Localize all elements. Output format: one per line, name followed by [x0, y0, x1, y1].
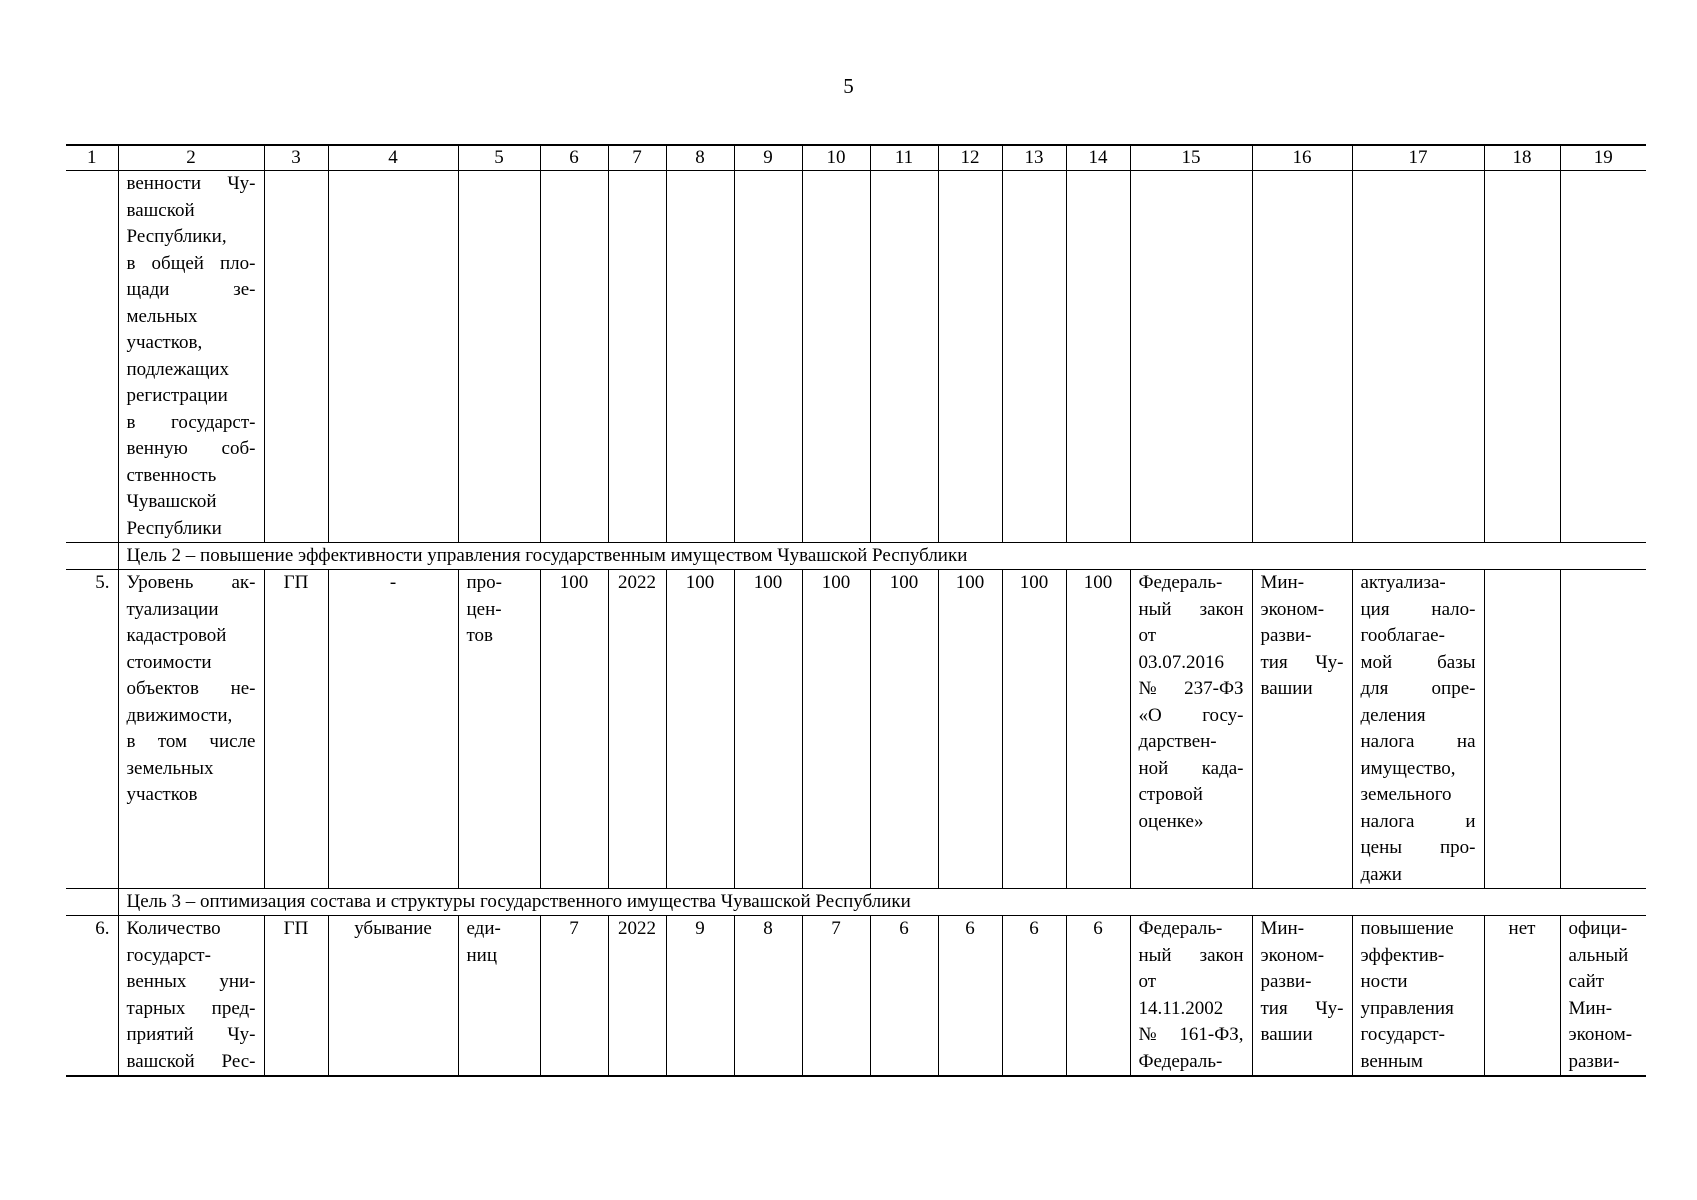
cell-line: Федераль- [1138, 918, 1223, 939]
cell-line: № 161-ФЗ, [1138, 1024, 1244, 1045]
cell-empty [1484, 171, 1560, 543]
cell-base-year: 2022 [608, 570, 666, 889]
cell-value: 6 [870, 916, 938, 1077]
cell-line: от [1138, 971, 1157, 992]
cell-empty [1352, 171, 1484, 543]
cell-line: участков [126, 784, 198, 805]
cell-responsible [1252, 916, 1352, 1077]
cell-line: вашской [126, 199, 195, 221]
cell-num [66, 889, 118, 916]
cell-line: кадастровой [126, 625, 227, 646]
cell-line: венным [1360, 1050, 1423, 1072]
cell-line: земельного [1360, 784, 1452, 805]
cell-line: эконом- [1568, 1024, 1633, 1045]
cell-line: Республики [126, 517, 222, 539]
cell-empty [264, 171, 328, 543]
cell-line: участков, [126, 332, 203, 353]
cell-trend: - [328, 570, 458, 889]
cell-line: актуализа- [1360, 572, 1446, 593]
cell-line: ности [1360, 971, 1408, 992]
table-row-5 [66, 570, 1646, 889]
cell-empty [608, 171, 666, 543]
page-number: 5 [843, 74, 854, 98]
cell-value: 100 [666, 570, 734, 889]
col-number-3: 3 [264, 145, 328, 171]
cell-value: 6 [938, 916, 1002, 1077]
cell-line: налога на [1360, 731, 1476, 752]
cell-line: стоимости [126, 651, 212, 673]
cell-line: ственность [126, 464, 217, 486]
cell-line: от [1138, 625, 1157, 646]
cell-unit [458, 916, 540, 1077]
cell-line: гооблагае- [1360, 625, 1445, 646]
cell-line: Республики, [126, 226, 227, 247]
cell-num: 6. [66, 916, 118, 1077]
cell-line: деления [1360, 704, 1426, 726]
cell-line: Уровень ак- [126, 572, 256, 593]
cell-line: в государст- [126, 411, 256, 433]
goal-row-2 [66, 543, 1646, 570]
col-number-13: 13 [1002, 145, 1066, 171]
cell-value: 100 [1002, 570, 1066, 889]
cell-line: стровой [1138, 784, 1203, 805]
cell-num: 5. [66, 570, 118, 889]
cell-line: цены про- [1360, 837, 1476, 858]
cell-line: повышение [1360, 918, 1454, 939]
cell-line: офици- [1568, 918, 1628, 939]
col-number-8: 8 [666, 145, 734, 171]
cell-value: 7 [802, 916, 870, 1077]
cell-line: альный [1568, 944, 1629, 966]
cell-empty [458, 171, 540, 543]
indicators-table [66, 144, 1646, 1077]
cell-indicator-name [118, 570, 264, 889]
cell-line: ный закон [1138, 944, 1244, 966]
cell-base-value: 100 [540, 570, 608, 889]
cell-program-type: ГП [264, 570, 328, 889]
cell-line: государст- [1360, 1024, 1445, 1045]
cell-line: мой базы [1360, 651, 1476, 673]
cell-line: движимости, [126, 704, 233, 726]
cell-trend: убывание [328, 916, 458, 1077]
cell-line: приятий Чу- [126, 1024, 256, 1045]
cell-line: тия Чу- [1260, 651, 1344, 673]
cell-line: эконом- [1260, 944, 1325, 966]
cell-source [1560, 916, 1646, 1077]
cell-value: 100 [734, 570, 802, 889]
cell-empty [870, 171, 938, 543]
cell-responsible [1252, 570, 1352, 889]
cell-base-value: 7 [540, 916, 608, 1077]
cell-col-19 [1560, 570, 1646, 889]
col-number-6: 6 [540, 145, 608, 171]
cell-indicator-name [118, 171, 264, 543]
cell-empty [328, 171, 458, 543]
cell-line: разви- [1260, 625, 1312, 646]
cell-line: 14.11.2002 [1138, 997, 1224, 1019]
cell-line: разви- [1568, 1050, 1620, 1072]
col-number-19: 19 [1560, 145, 1646, 171]
col-number-9: 9 [734, 145, 802, 171]
col-number-12: 12 [938, 145, 1002, 171]
cell-line: эконом- [1260, 598, 1325, 620]
cell-line: тарных пред- [126, 997, 256, 1019]
cell-line: разви- [1260, 971, 1312, 992]
cell-num [66, 171, 118, 543]
col-number-17: 17 [1352, 145, 1484, 171]
col-number-7: 7 [608, 145, 666, 171]
cell-value: 100 [870, 570, 938, 889]
cell-line: тия Чу- [1260, 997, 1344, 1019]
cell-purpose [1352, 570, 1484, 889]
cell-purpose [1352, 916, 1484, 1077]
cell-line: подлежащих [126, 358, 230, 380]
cell-line: Количество [126, 918, 221, 939]
cell-line: управления [1360, 997, 1454, 1019]
goal-3-title: Цель 3 – оптимизация состава и структуры государственного имущества Чувашской Республики [118, 889, 1646, 916]
col-number-2: 2 [118, 145, 264, 171]
cell-line: оценке» [1138, 810, 1204, 832]
cell-line: мельных [126, 305, 198, 327]
col-number-4: 4 [328, 145, 458, 171]
cell-base-year: 2022 [608, 916, 666, 1077]
cell-line: Мин- [1260, 572, 1305, 593]
cell-line: Мин- [1260, 918, 1305, 939]
cell-indicator-name [118, 916, 264, 1077]
cell-value: 100 [1066, 570, 1130, 889]
col-number-14: 14 [1066, 145, 1130, 171]
cell-line: в том числе [126, 731, 256, 752]
cell-line: про- [466, 572, 502, 593]
cell-line: имущество, [1360, 757, 1456, 779]
cell-empty [802, 171, 870, 543]
cell-line: в общей пло- [126, 252, 256, 274]
cell-line: Мин- [1568, 997, 1613, 1019]
cell-line: венных уни- [126, 971, 256, 992]
cell-empty [540, 171, 608, 543]
cell-value: 6 [1066, 916, 1130, 1077]
cell-line: еди- [466, 918, 501, 939]
cell-line: 03.07.2016 [1138, 651, 1224, 673]
cell-line: регистрации [126, 385, 228, 406]
cell-legal-basis [1130, 916, 1252, 1077]
col-number-15: 15 [1130, 145, 1252, 171]
cell-line: сайт [1568, 971, 1605, 992]
cell-empty [1066, 171, 1130, 543]
cell-empty [666, 171, 734, 543]
cell-value: 6 [1002, 916, 1066, 1077]
cell-line: ниц [466, 944, 498, 966]
cell-line: для опре- [1360, 678, 1476, 699]
cell-line: ция нало- [1360, 598, 1476, 620]
cell-value: 9 [666, 916, 734, 1077]
col-number-10: 10 [802, 145, 870, 171]
goal-2-title: Цель 2 – повышение эффективности управления государственным имуществом Чувашской Республики [118, 543, 1646, 570]
column-numbers-row [66, 145, 1646, 171]
cell-legal-basis [1130, 570, 1252, 889]
cell-empty [734, 171, 802, 543]
cell-line: ной када- [1138, 757, 1244, 779]
col-number-16: 16 [1252, 145, 1352, 171]
goal-row-3 [66, 889, 1646, 916]
cell-col-18 [1484, 570, 1560, 889]
cell-line: Федераль- [1138, 572, 1223, 593]
cell-line: № 237-ФЗ [1138, 678, 1244, 699]
cell-value: 8 [734, 916, 802, 1077]
cell-line: дарствен- [1138, 731, 1217, 752]
cell-line: туализации [126, 598, 219, 620]
cell-line: эффектив- [1360, 944, 1445, 966]
cell-line: венности Чу- [126, 173, 256, 194]
cell-line: вашии [1260, 678, 1313, 699]
cell-line: объектов не- [126, 678, 256, 699]
cell-line: государст- [126, 944, 211, 966]
cell-num [66, 543, 118, 570]
cell-empty [1002, 171, 1066, 543]
col-number-11: 11 [870, 145, 938, 171]
cell-line: налога и [1360, 810, 1476, 832]
cell-line: тов [466, 625, 494, 646]
cell-program-type: ГП [264, 916, 328, 1077]
cell-line: «О госу- [1138, 704, 1244, 726]
cell-line: дажи [1360, 863, 1402, 885]
cell-empty [1560, 171, 1646, 543]
cell-value: 100 [802, 570, 870, 889]
cell-empty [1252, 171, 1352, 543]
cell-line: земельных [126, 757, 214, 779]
cell-empty [938, 171, 1002, 543]
cell-value: 100 [938, 570, 1002, 889]
table-row-continued [66, 171, 1646, 543]
cell-line: ный закон [1138, 598, 1244, 620]
cell-line: цен- [466, 598, 502, 620]
col-number-18: 18 [1484, 145, 1560, 171]
cell-line: вашской Рес- [126, 1050, 256, 1072]
cell-col-18: нет [1484, 916, 1560, 1077]
cell-line: вашии [1260, 1024, 1313, 1045]
col-number-5: 5 [458, 145, 540, 171]
cell-unit [458, 570, 540, 889]
cell-empty [1130, 171, 1252, 543]
cell-line: Чувашской [126, 491, 217, 512]
cell-line: щади зе- [126, 279, 256, 300]
table-row-6 [66, 916, 1646, 1077]
cell-line: Федераль- [1138, 1050, 1223, 1072]
col-number-1: 1 [66, 145, 118, 171]
cell-line: венную соб- [126, 438, 256, 459]
